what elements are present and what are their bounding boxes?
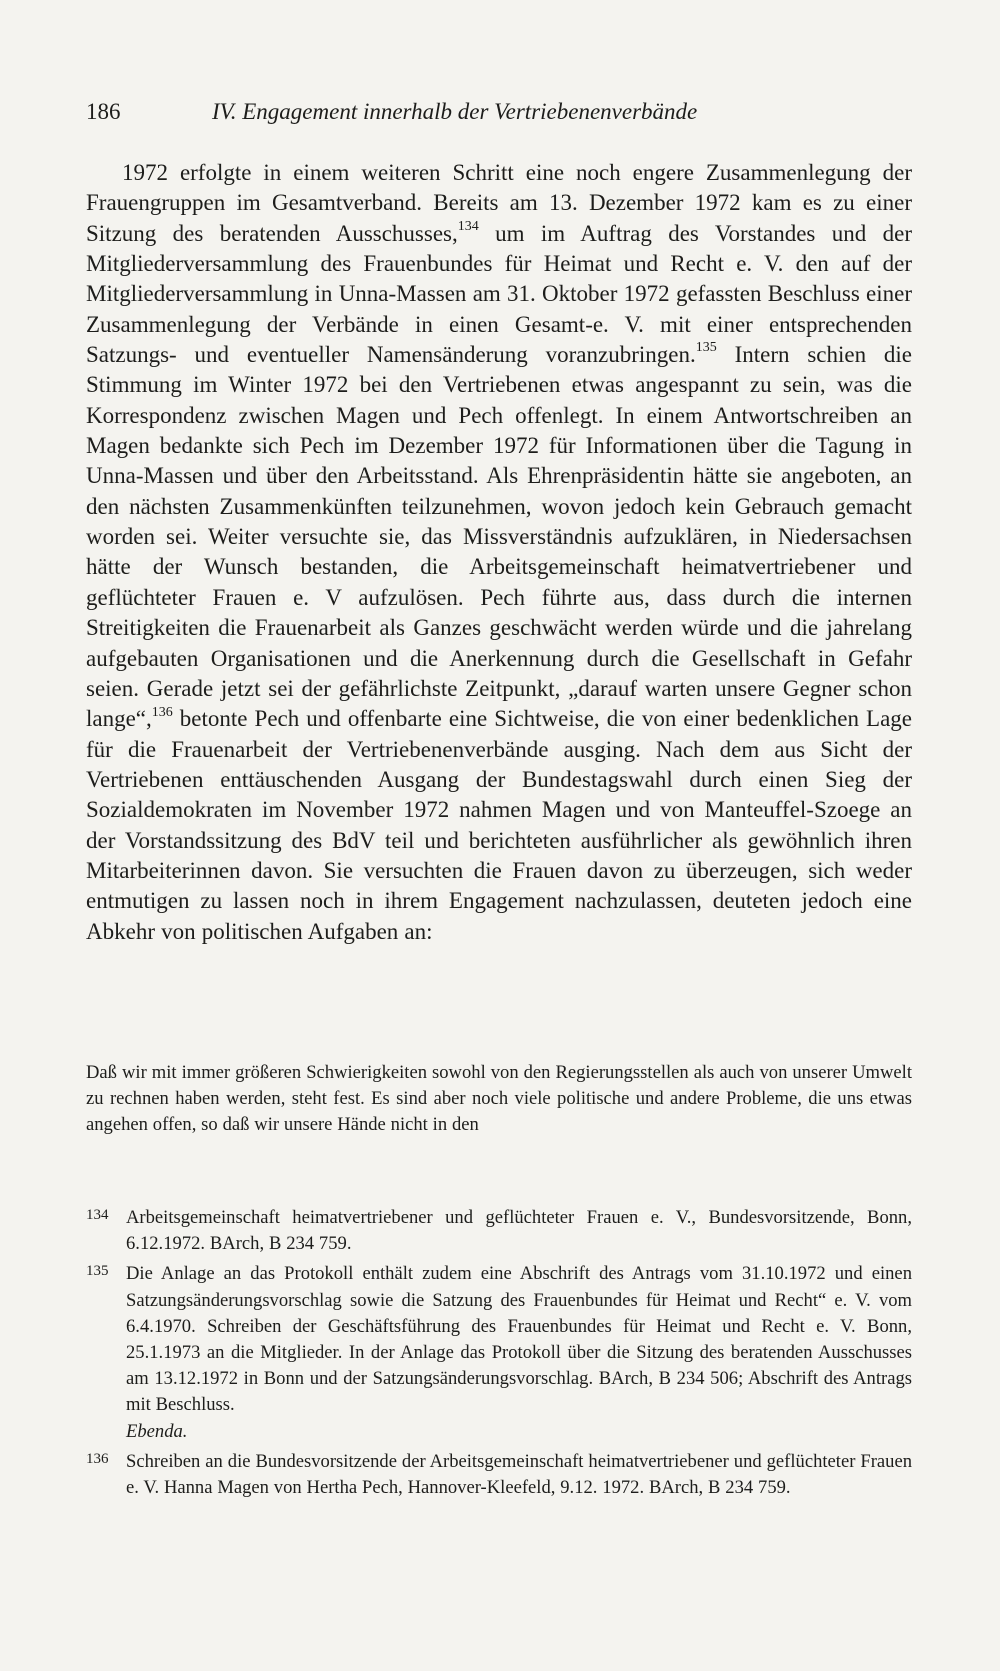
running-head [86, 95, 916, 129]
footnote-text: Arbeitsgemeinschaft heimatvertriebener und geflüchteter Frauen e. V., Bundesvorsitzende, Bonn, 6.12.1972. BArch, B 234 759. [126, 1207, 912, 1255]
page-number: 186 [86, 99, 121, 124]
footnote-number: 134 [86, 1207, 109, 1223]
footnote-136 [86, 1449, 912, 1501]
footnote-text: Die Anlage an das Protokoll enthält zudem eine Abschrift des Antrags vom 31.10.1972 und einen Satzungsänderungsvorschlag sowie die Satzung des Frauenbundes für Heimat und Recht“ e. V. vom 6.4.1970. Schreiben der Geschäftsführung des Frauenbundes für Heimat und Recht e. V. Bonn, 25.1.1973 an die Mitglieder. In der Anlage das Protokoll über die Sitzung des beratenden Ausschusses am 13.12.1972 in Bonn und der Satzungsänderungsvorschlag. BArch, B 234 506; Abschrift des Antrags mit Beschluss. [126, 1263, 912, 1416]
body-text-segment-4: betonte Pech und offenbarte eine Sichtweise, die von einer bedenklichen Lage für die Frauenarbeit der Vertriebenenverbände ausging. Nach dem aus Sicht der Vertriebenen enttäuschenden Ausgang der Bundestagswahl durch einen Sieg der Sozialdemokraten im November 1972 nahmen Magen und von Manteuffel-Szoege an der Vorstandssitzung des BdV teil und berichteten ausführlicher als gewöhnlich ihren Mitarbeiterinnen davon. Sie versuchten die Frauen davon zu überzeugen, sich weder entmutigen zu lassen noch in ihrem Engagement nachzulassen, deuteten jedoch eine Abkehr von politischen Aufgaben an: [86, 706, 912, 944]
footnote-135 [86, 1261, 912, 1444]
body-text-segment-1: 1972 erfolgte in einem weiteren Schritt eine noch engere Zusammenlegung der Frauengruppen im Gesamtverband. Bereits am 13. Dezember 1972 kam es zu einer Sitzung des beratenden Ausschusses, [86, 160, 912, 246]
footnote-ref-136[interactable]: 136 [151, 704, 173, 720]
body-paragraph [86, 158, 912, 947]
footnote-134 [86, 1205, 912, 1257]
footnote-number: 135 [86, 1263, 109, 1280]
footnote-text: Schreiben an die Bundesvorsitzende der Arbeitsgemeinschaft heimatvertriebener und geflüchteter Frauen e. V. Hanna Magen von Hertha Pech, Hannover-Kleefeld, 9.12. 1972. BArch, B 234 759. [126, 1450, 912, 1499]
footnote-ref-134[interactable]: 134 [457, 219, 479, 235]
footnote-number: 136 [86, 1450, 109, 1467]
chapter-title: IV. Engagement innerhalb der Vertriebenenverbände [212, 99, 698, 124]
footnote-ref-135[interactable]: 135 [695, 340, 717, 356]
footnote-italic-text: Ebenda. [126, 1420, 188, 1442]
footnotes [86, 1205, 912, 1505]
body-text-segment-3: Intern schien die Stimmung im Winter 1972 bei den Vertriebenen etwas angespannt zu sein, was die Korrespondenz zwischen Magen und Pech offenlegt. In einem Antwortschreiben an Magen bedankte sich Pech im Dezember 1972 für Informationen über die Tagung in Unna-Massen und über den Arbeitsstand. Als Ehrenpräsidentin hätte sie angeboten, an den nächsten Zusammenkünften teilzunehmen, wovon jedoch kein Gebrauch gemacht worden sei. Weiter versuchte sie, das Missverständnis aufzuklären, in Niedersachsen hätte der Wunsch bestanden, die Arbeitsgemeinschaft heimatvertriebener und geflüchteter Frauen e. V aufzulösen. Pech führte aus, dass durch die internen Streitigkeiten die Frauenarbeit als Ganzes geschwächt werden würde und die jahrelang aufgebauten Organisationen und die Anerkennung durch die Gesellschaft in Gefahr seien. Gerade jetzt sei der gefährlichste Zeitpunkt, „darauf warten unsere Gegner schon lange“, [86, 342, 913, 732]
block-quote: Daß wir mit immer größeren Schwierigkeiten sowohl von den Regierungsstellen als auch von unserer Umwelt zu rechnen haben werden, steht fest. Es sind aber noch viele politische und andere Probleme, die uns etwas angehen offen, so daß wir unsere Hände nicht in den [86, 1062, 912, 1135]
body-text-segment-2: um im Auftrag des Vorstandes und der Mitgliederversammlung des Frauenbundes für Heimat und Recht e. V. den auf der Mitgliederversammlung in Unna-Massen am 31. Oktober 1972 gefassten Beschluss einer Zusammenlegung der Verbände in einen Gesamt-e. V. mit einer entsprechenden Satzungs- und eventueller Namensänderung voranzubringen. [86, 220, 912, 368]
